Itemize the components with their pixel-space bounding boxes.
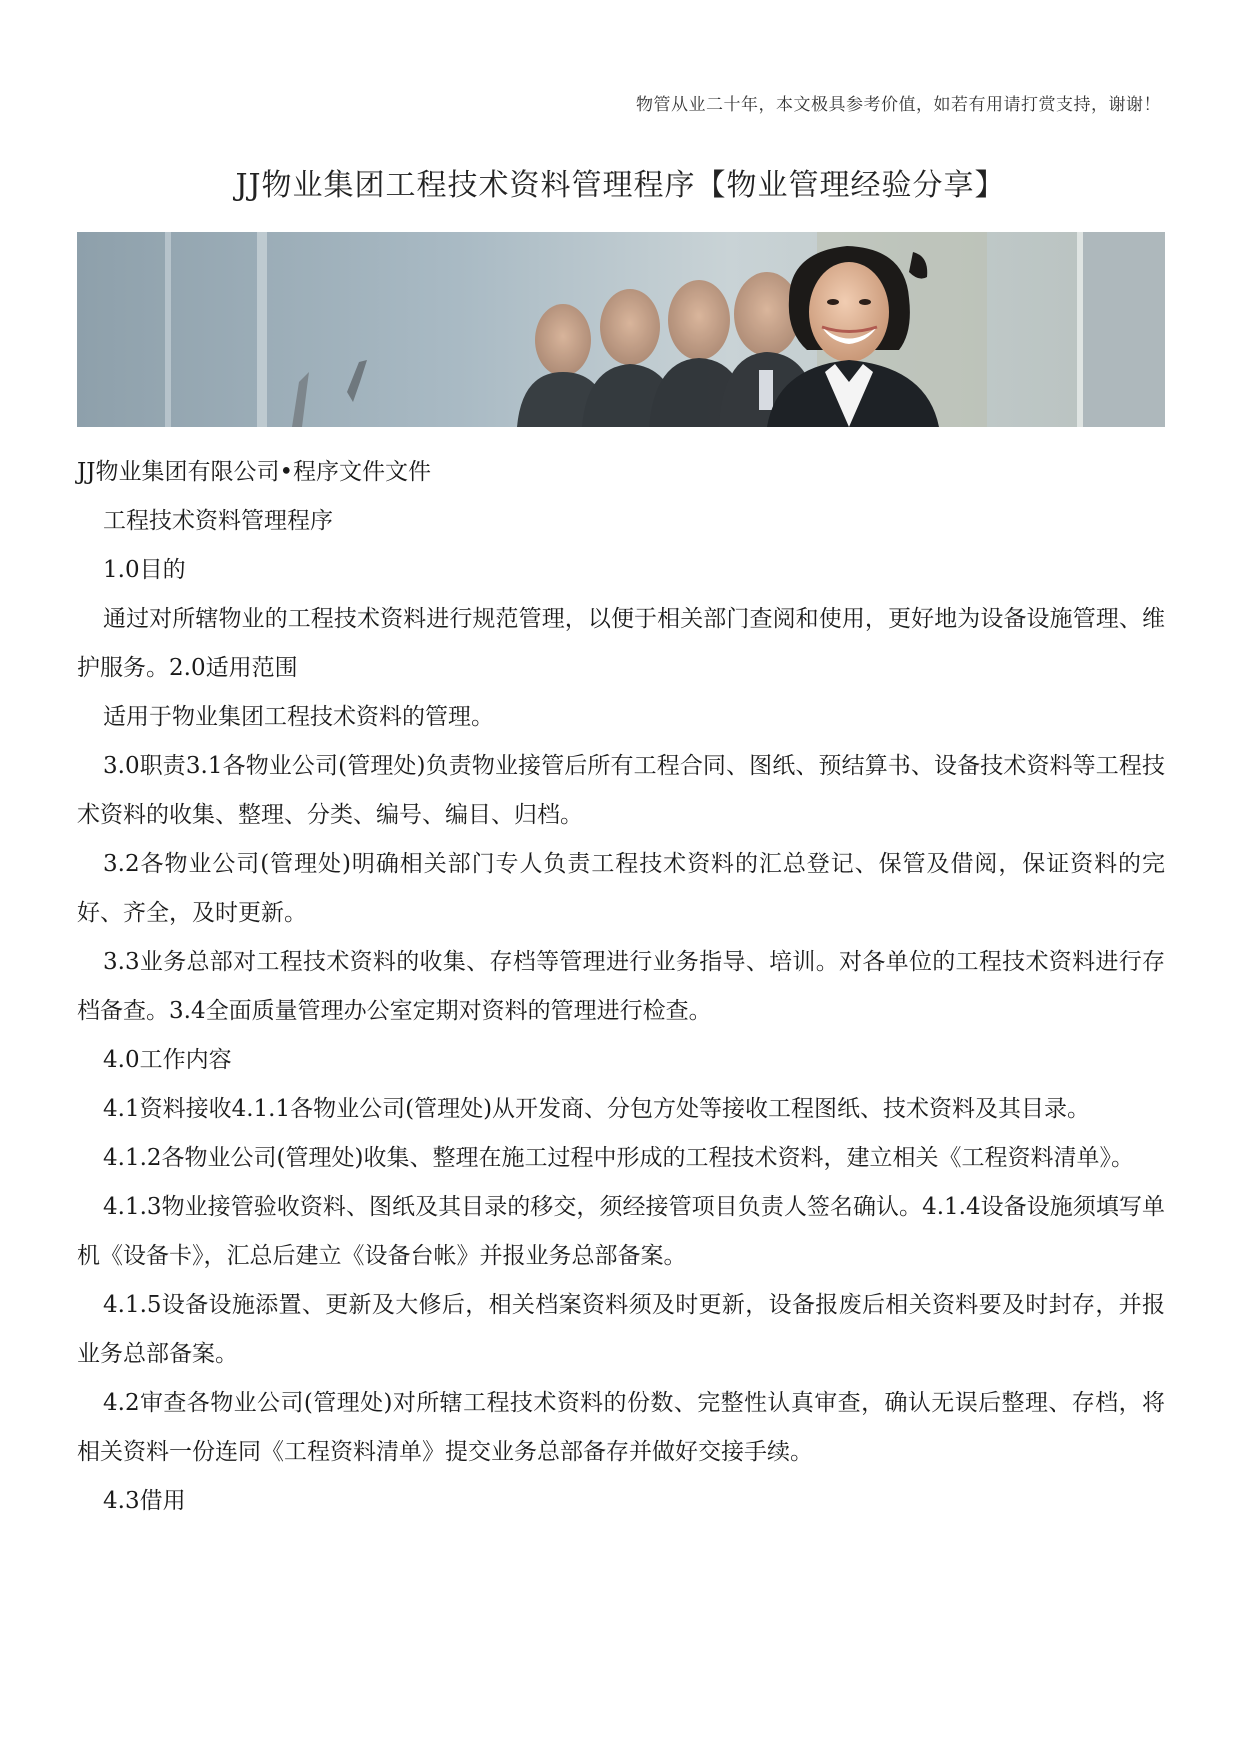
- body-paragraph: 通过对所辖物业的工程技术资料进行规范管理，以便于相关部门查阅和使用，更好地为设备设施管理、维护服务。2.0适用范围: [77, 606, 1165, 681]
- body-paragraph: 适用于物业集团工程技术资料的管理。: [103, 704, 494, 730]
- body-paragraph: 3.0职责3.1各物业公司(管理处)负责物业接管后所有工程合同、图纸、预结算书、设备技术资料等工程技术资料的收集、整理、分类、编号、编目、归档。: [77, 753, 1165, 828]
- header-note: 物管从业二十年，本文极具参考价值，如若有用请打赏支持，谢谢！: [636, 95, 1161, 115]
- banner-image: [77, 232, 1165, 427]
- page-title: JJ物业集团工程技术资料管理程序【物业管理经验分享】: [235, 168, 1006, 203]
- body-paragraph: 4.1.3物业接管验收资料、图纸及其目录的移交，须经接管项目负责人签名确认。4.1.4设备设施须填写单机《设备卡》，汇总后建立《设备台帐》并报业务总部备案。: [77, 1194, 1165, 1269]
- business-team-photo-icon: [77, 232, 1165, 427]
- section-heading: 工程技术资料管理程序: [103, 508, 333, 534]
- body-paragraph: 4.2审查各物业公司(管理处)对所辖工程技术资料的份数、完整性认真审查，确认无误后整理、存档，将相关资料一份连同《工程资料清单》提交业务总部备存并做好交接手续。: [77, 1390, 1165, 1465]
- section-heading: 4.3借用: [103, 1488, 186, 1514]
- document-body: [77, 448, 1165, 1526]
- body-paragraph: 3.2各物业公司(管理处)明确相关部门专人负责工程技术资料的汇总登记、保管及借阅，保证资料的完好、齐全，及时更新。: [77, 851, 1165, 926]
- section-heading: 1.0目的: [103, 557, 186, 583]
- body-paragraph: 4.1.2各物业公司(管理处)收集、整理在施工过程中形成的工程技术资料，建立相关《工程资料清单》。: [103, 1145, 1134, 1171]
- body-paragraph: 4.1资料接收4.1.1各物业公司(管理处)从开发商、分包方处等接收工程图纸、技术资料及其目录。: [103, 1096, 1091, 1122]
- body-paragraph: 3.3业务总部对工程技术资料的收集、存档等管理进行业务指导、培训。对各单位的工程技术资料进行存档备查。3.4全面质量管理办公室定期对资料的管理进行检查。: [77, 949, 1165, 1024]
- section-heading: 4.0工作内容: [103, 1047, 232, 1073]
- company-line: JJ物业集团有限公司•程序文件文件: [77, 459, 432, 485]
- body-paragraph: 4.1.5设备设施添置、更新及大修后，相关档案资料须及时更新，设备报废后相关资料要及时封存，并报业务总部备案。: [77, 1292, 1165, 1367]
